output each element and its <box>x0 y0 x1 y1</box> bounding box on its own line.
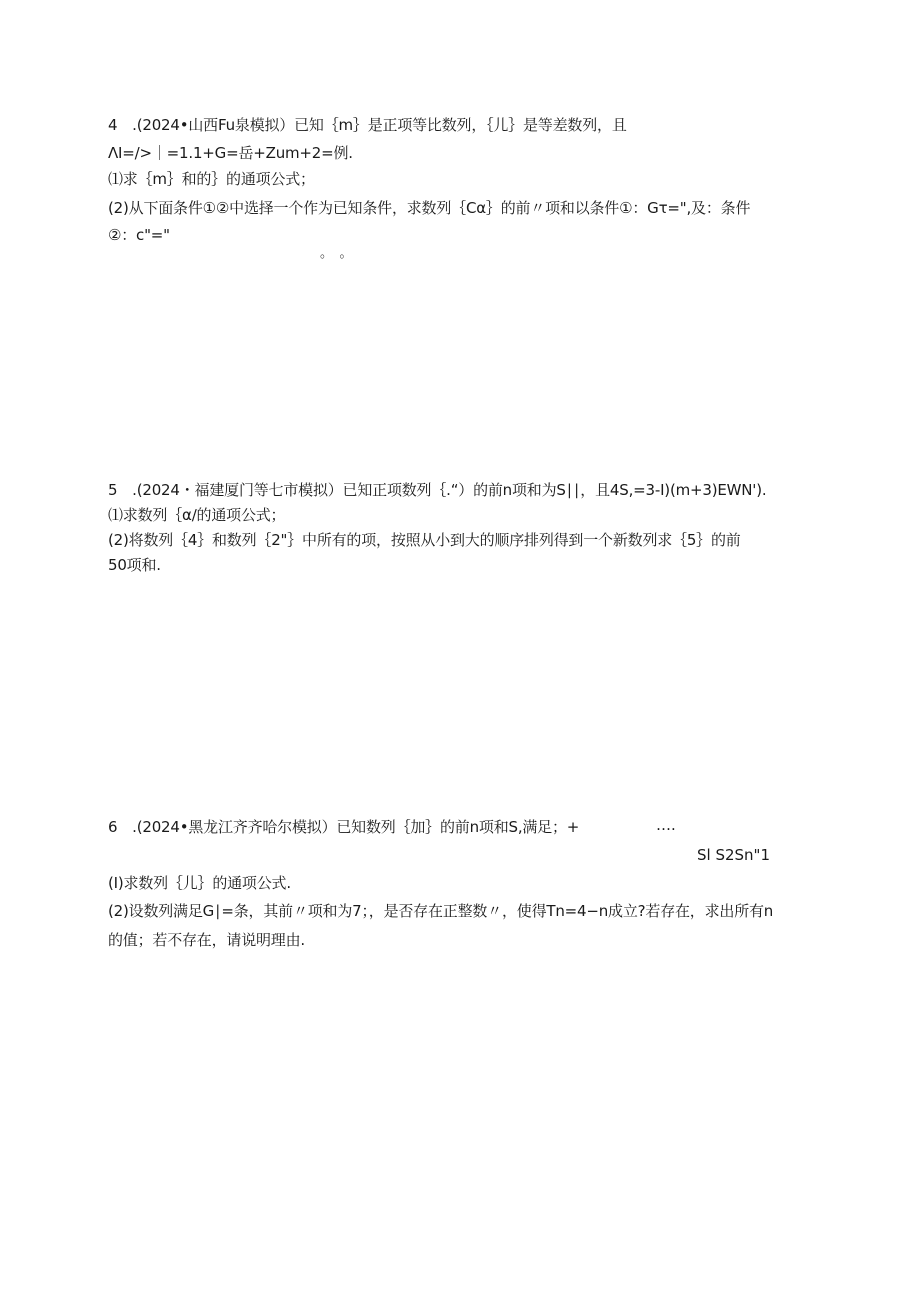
problem-6-part-1: (I)求数列｛儿｝的通项公式. <box>108 874 291 892</box>
problem-4-condition: ΛI=/>｜=1.1+G=岳+Zum+2=例. <box>108 144 353 162</box>
problem-5-header: 5 .(2024・福建厦门等七市模拟）已知正项数列｛.“）的前n项和为S∣∣，且4S,=3-I)(m+3)EWN'). <box>108 481 767 499</box>
problem-4-part-2: (2)从下面条件①②中选择一个作为已知条件，求数列｛Cα｝的前〃项和以条件①：Gτ=",及：条件 <box>108 199 751 217</box>
problem-4-trailing-marks: 。 。 <box>320 246 353 261</box>
problem-5-part-1: ⑴求数列｛α∕的通项公式； <box>108 506 286 524</box>
problem-6-header: 6 .(2024•黑龙江齐齐哈尔模拟）已知数列｛加｝的前n项和S,满足；+ <box>108 818 580 836</box>
problem-4-header: 4 .(2024•山西Fu泉模拟）已知｛m｝是正项等比数列，｛儿｝是等差数列，且 <box>108 116 627 134</box>
problem-6-part-2: (2)设数列满足G∣=条，其前〃项和为7；，是否存在正整数〃，使得Tn=4−n成立?若存在，求出所有n <box>108 902 774 920</box>
problem-6-formula: Sl S2Sn"1 <box>697 846 770 864</box>
problem-4-part-1: ⑴求｛m｝和的｝的通项公式； <box>108 170 315 188</box>
problem-5-part-2-cont: 50项和. <box>108 556 161 574</box>
problem-4-condition-2: ②：c"=" <box>108 226 170 244</box>
problem-6-part-2-cont: 的值；若不存在，请说明理由. <box>108 931 305 949</box>
problem-6-ellipsis: …. <box>656 816 676 834</box>
problem-5-part-2: (2)将数列｛4｝和数列｛2"｝中所有的项，按照从小到大的顺序排列得到一个新数列求｛5｝的前 <box>108 531 741 549</box>
